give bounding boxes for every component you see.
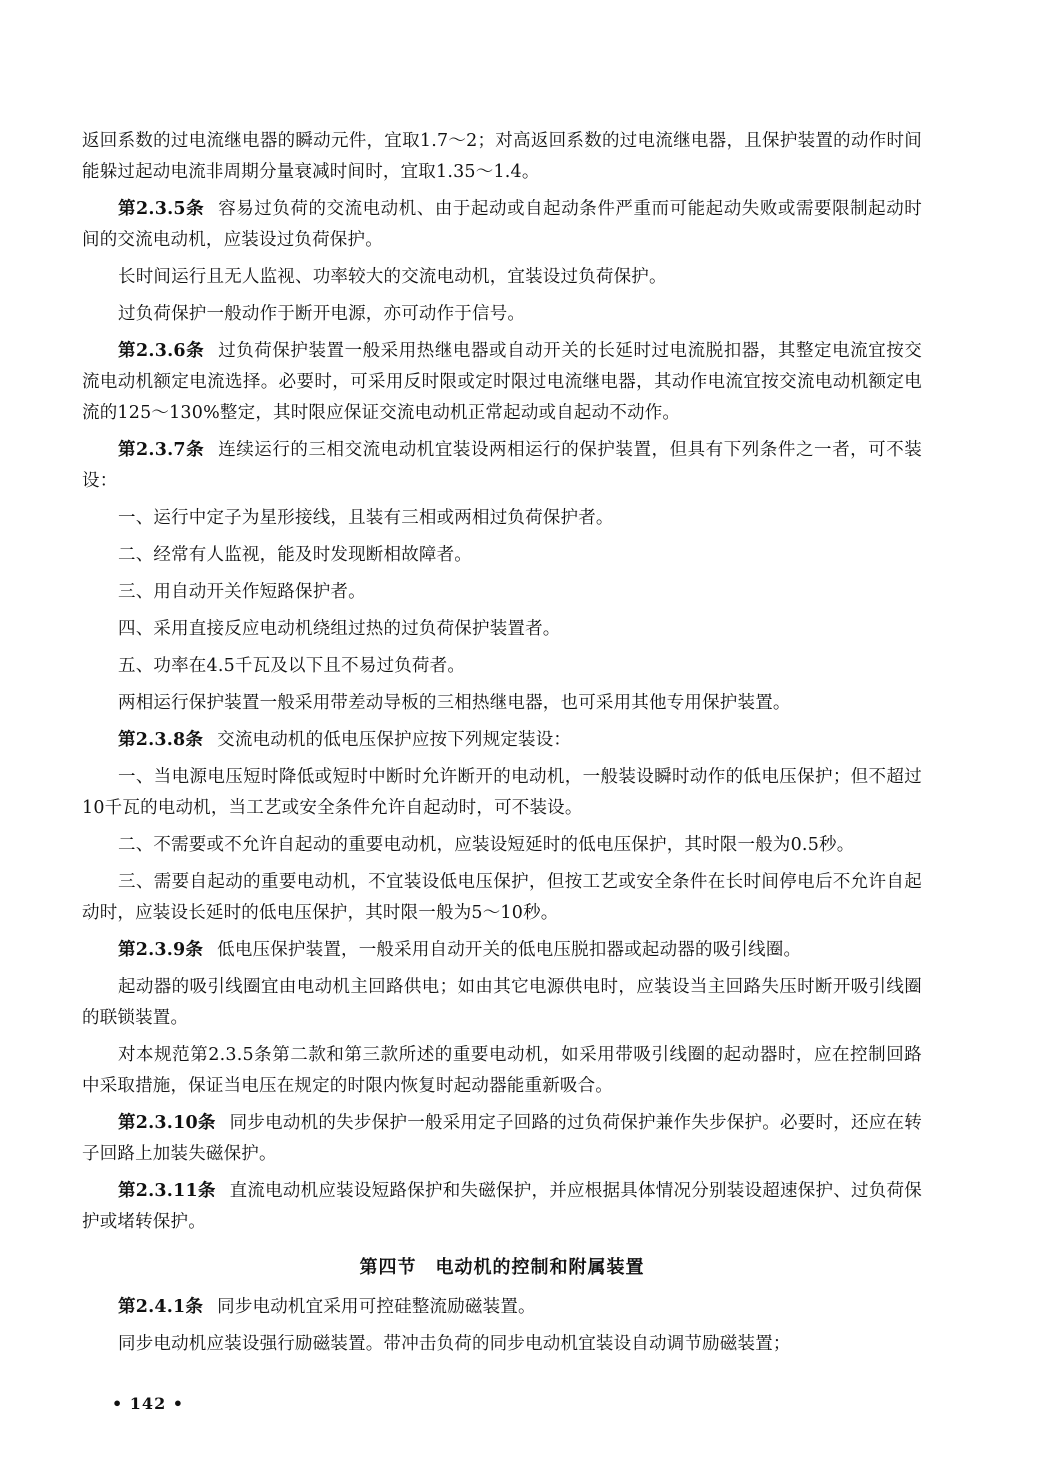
section-title: 第四节 电动机的控制和附属装置 — [359, 1257, 645, 1278]
paragraph — [82, 1040, 922, 1102]
paragraph — [82, 614, 922, 645]
paragraph-text: 过负荷保护装置一般采用热继电器或自动开关的长延时过电流脱扣器，其整定电流宜按交流电动机额定电流选择。必要时，可采用反时限或定时限过电流继电器，其动作电流宜按交流电动机额定电流的125～130%整定，其时限应保证交流电动机正常起动或自起动不动作。 — [82, 341, 922, 423]
paragraph — [82, 867, 922, 929]
article-number: 第2.3.11条 — [118, 1181, 216, 1201]
paragraph — [82, 577, 922, 608]
article-number: 第2.4.1条 — [118, 1297, 204, 1317]
paragraph — [82, 299, 922, 330]
paragraph — [82, 1292, 922, 1323]
paragraph-text: 同步电动机应装设强行励磁装置。带冲击负荷的同步电动机宜装设自动调节励磁装置； — [118, 1334, 791, 1354]
paragraph-text: 起动器的吸引线圈宜由电动机主回路供电；如由其它电源供电时，应装设当主回路失压时断开吸引线圈的联锁装置。 — [82, 977, 922, 1028]
paragraph-text: 一、运行中定子为星形接线，且装有三相或两相过负荷保护者。 — [118, 508, 614, 528]
paragraph — [82, 336, 922, 429]
section-paragraphs — [82, 1292, 922, 1360]
paragraph-text: 二、经常有人监视，能及时发现断相故障者。 — [118, 545, 472, 565]
paragraph-text: 连续运行的三相交流电动机宜装设两相运行的保护装置，但具有下列条件之一者，可不装设： — [82, 440, 922, 491]
paragraph-text: 五、功率在4.5千瓦及以下且不易过负荷者。 — [118, 656, 466, 676]
paragraph — [82, 725, 922, 756]
paragraph — [82, 830, 922, 861]
paragraph — [82, 935, 922, 966]
paragraph — [82, 762, 922, 824]
paragraph — [82, 1108, 922, 1170]
paragraph-text: 四、采用直接反应电动机绕组过热的过负荷保护装置者。 — [118, 619, 561, 639]
article-number: 第2.3.10条 — [118, 1113, 216, 1133]
paragraph — [82, 972, 922, 1034]
paragraph-text: 同步电动机的失步保护一般采用定子回路的过负荷保护兼作失步保护。必要时，还应在转子回路上加装失磁保护。 — [82, 1113, 922, 1164]
paragraph-text: 长时间运行且无人监视、功率较大的交流电动机，宜装设过负荷保护。 — [118, 267, 667, 287]
paragraph-text: 返回系数的过电流继电器的瞬动元件，宜取1.7～2；对高返回系数的过电流继电器，且保护装置的动作时间能躲过起动电流非周期分量衰减时间时，宜取1.35～1.4。 — [82, 131, 922, 182]
article-number: 第2.3.8条 — [118, 730, 204, 750]
paragraph — [82, 540, 922, 571]
paragraph-text: 容易过负荷的交流电动机、由于起动或自起动条件严重而可能起动失败或需要限制起动时间的交流电动机，应装设过负荷保护。 — [82, 199, 922, 250]
page-number: • 142 • — [112, 1394, 184, 1413]
paragraph-text: 同步电动机宜采用可控硅整流励磁装置。 — [217, 1297, 536, 1317]
article-number: 第2.3.9条 — [118, 940, 204, 960]
article-number: 第2.3.5条 — [118, 199, 205, 219]
article-number: 第2.3.7条 — [118, 440, 205, 460]
paragraph — [82, 688, 922, 719]
paragraph — [82, 651, 922, 682]
paragraph-text: 二、不需要或不允许自起动的重要电动机，应装设短延时的低电压保护，其时限一般为0.5秒。 — [118, 835, 855, 855]
paragraph — [82, 194, 922, 256]
paragraph — [82, 262, 922, 293]
paragraph — [82, 435, 922, 497]
article-number: 第2.3.6条 — [118, 341, 205, 361]
paragraph — [82, 503, 922, 534]
paragraph-text: 过负荷保护一般动作于断开电源，亦可动作于信号。 — [118, 304, 526, 324]
body-paragraphs — [82, 126, 922, 1238]
paragraph-text: 对本规范第2.3.5条第二款和第三款所述的重要电动机，如采用带吸引线圈的起动器时，应在控制回路中采取措施，保证当电压在规定的时限内恢复时起动器能重新吸合。 — [82, 1045, 922, 1096]
paragraph-text: 直流电动机应装设短路保护和失磁保护，并应根据具体情况分别装设超速保护、过负荷保护或堵转保护。 — [82, 1181, 922, 1232]
paragraph-text: 交流电动机的低电压保护应按下列规定装设： — [217, 730, 572, 750]
document-page — [82, 126, 922, 1366]
paragraph-text: 两相运行保护装置一般采用带差动导板的三相热继电器，也可采用其他专用保护装置。 — [118, 693, 791, 713]
paragraph-text: 三、用自动开关作短路保护者。 — [118, 582, 366, 602]
paragraph — [82, 1176, 922, 1238]
paragraph — [82, 1329, 922, 1360]
paragraph-text: 三、需要自起动的重要电动机，不宜装设低电压保护，但按工艺或安全条件在长时间停电后不允许自起动时，应装设长延时的低电压保护，其时限一般为5～10秒。 — [82, 872, 922, 923]
paragraph-text: 低电压保护装置，一般采用自动开关的低电压脱扣器或起动器的吸引线圈。 — [217, 940, 802, 960]
paragraph — [82, 126, 922, 188]
paragraph-text: 一、当电源电压短时降低或短时中断时允许断开的电动机，一般装设瞬时动作的低电压保护；但不超过10千瓦的电动机，当工艺或安全条件允许自起动时，可不装设。 — [82, 767, 922, 818]
